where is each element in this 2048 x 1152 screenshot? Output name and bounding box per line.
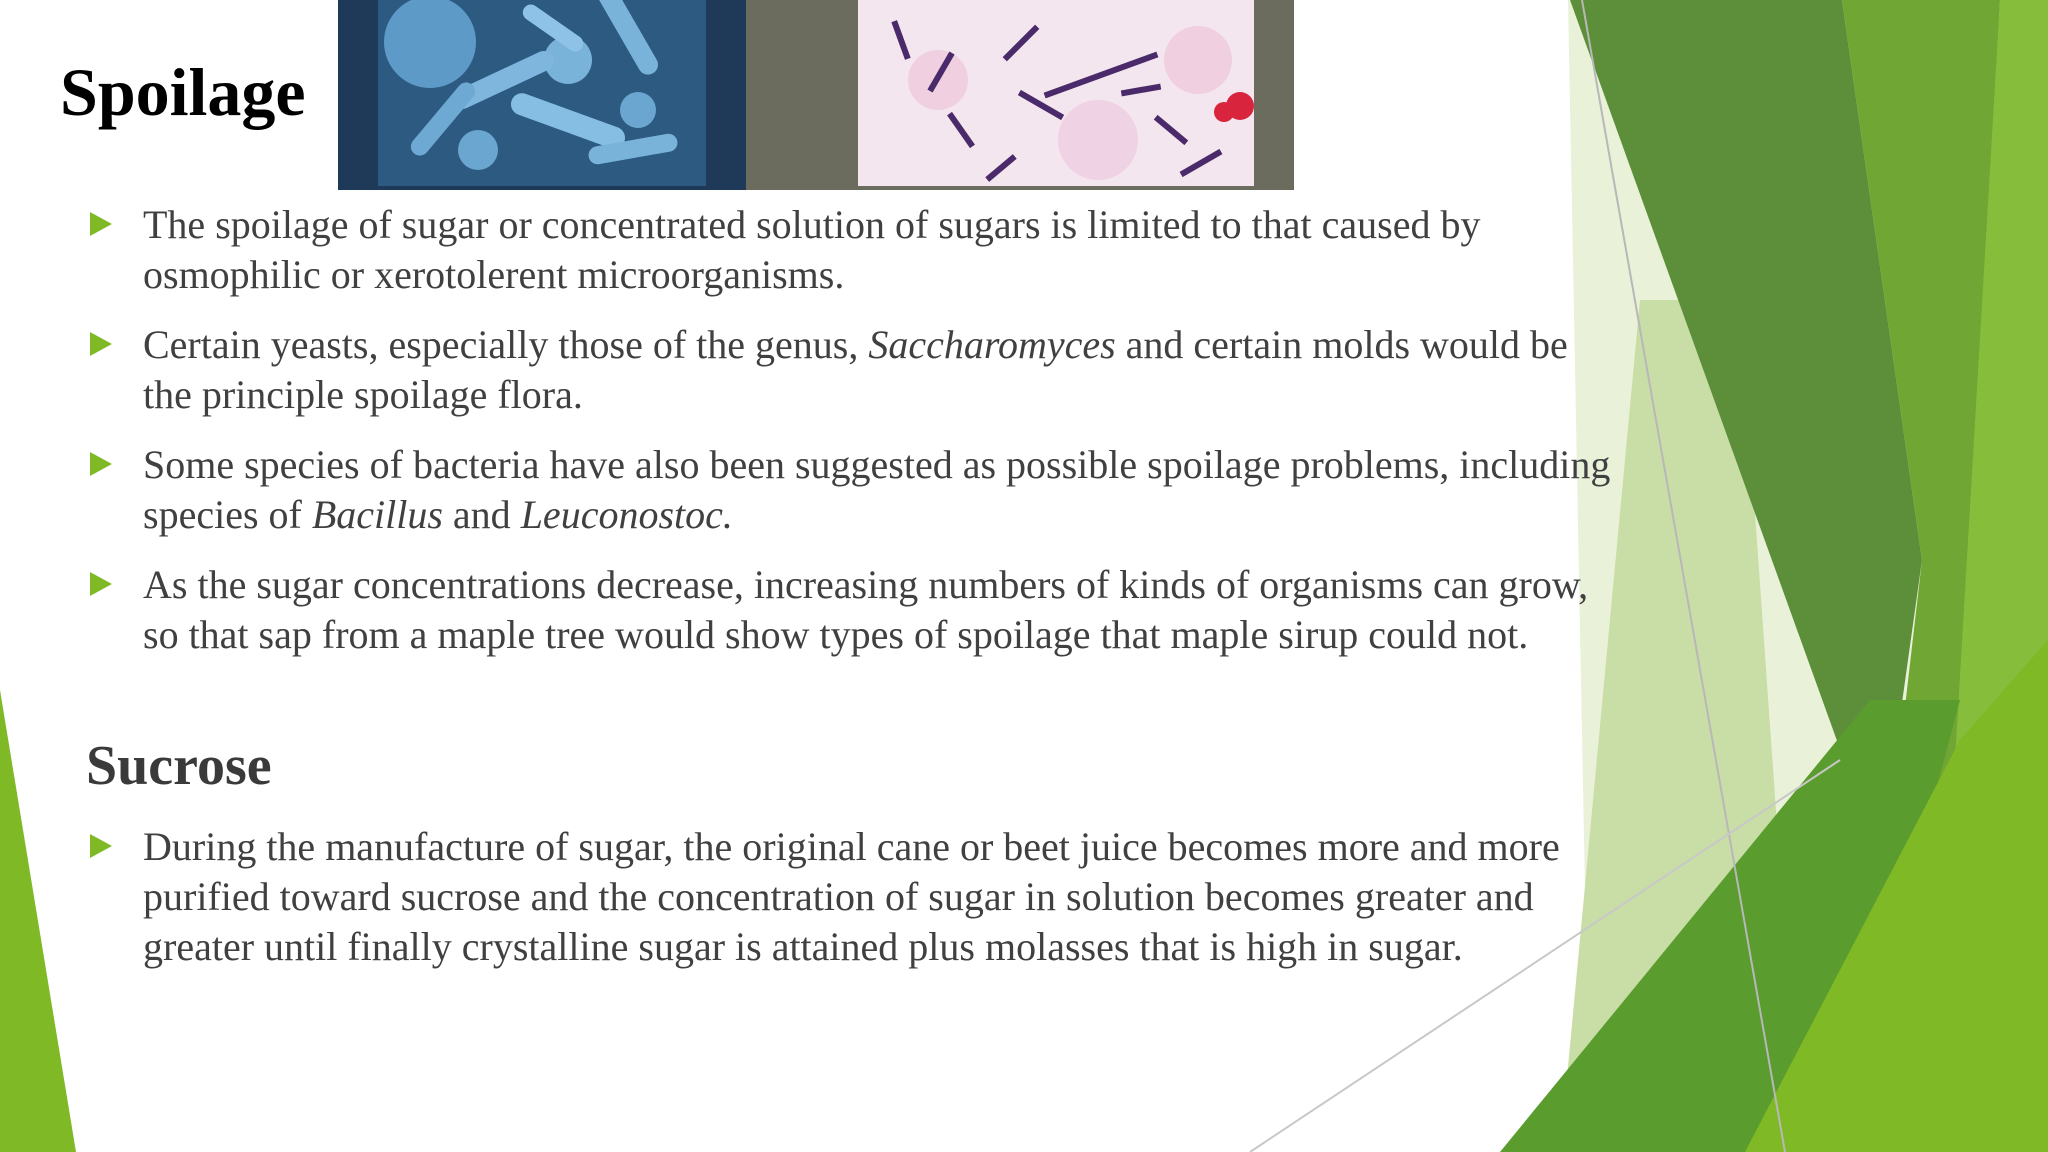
bullet-arrow-icon [90,572,112,596]
sucrose-heading: Sucrose [86,735,272,797]
microorganisms-micrograph-image [338,0,746,190]
genus-name-italic: Leuconostoc. [520,492,733,537]
sucrose-section [86,822,1626,992]
bullet-text: During the manufacture of sugar, the original cane or beet juice becomes more and more purified toward sucrose and the concentration of sugar in solution becomes greater and greater until finally crystalline sugar is attained plus molasses that is high in sugar. [143,824,1560,969]
bullet-item [86,822,1626,972]
bullet-arrow-icon [90,212,112,236]
bullet-text: Some species of bacteria have also been suggested as possible spoilage problems, including species of [143,442,1611,537]
genus-name-italic: Saccharomyces [868,322,1116,367]
bullet-item [86,560,1626,660]
genus-name-italic: Bacillus [311,492,443,537]
bullet-arrow-icon [90,332,112,356]
gram-stain-rods-image [858,0,1254,186]
bullet-text: As the sugar concentrations decrease, increasing numbers of kinds of organisms can grow, so that sap from a maple tree would show types of spoilage that maple sirup could not. [143,562,1589,657]
bullet-item [86,320,1626,420]
slide-title: Spoilage [60,54,306,130]
spoilage-section [86,200,1626,680]
bullet-text-continued: and [442,492,521,537]
bullet-text: Certain yeasts, especially those of the genus, [143,322,869,367]
bullet-arrow-icon [90,452,112,476]
bullet-text: The spoilage of sugar or concentrated solution of sugars is limited to that caused by osmophilic or xerotolerent microorganisms. [143,202,1481,297]
sucrose-bullet-list [86,822,1626,972]
bullet-arrow-icon [90,834,112,858]
bullet-item [86,440,1626,540]
spoilage-bullet-list [86,200,1626,660]
left-green-sliver [0,690,76,1152]
bullet-text-continued: and certain molds would be the principle spoilage flora. [143,322,1568,417]
photo-strip [338,0,1294,190]
bullet-item [86,200,1626,300]
